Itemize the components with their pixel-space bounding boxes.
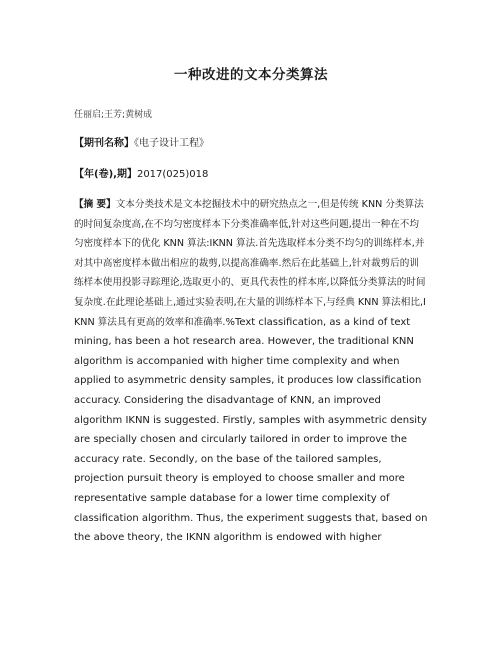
journal-label: 【期刊名称】 [74, 138, 134, 149]
issue-label: 【年(卷),期】 [74, 169, 137, 180]
abstract-text-zh: 文本分类技术是文本挖掘技术中的研究热点之一,但是传统 KNN 分类算法的时间复杂度高,在不均匀密度样本下分类准确率低,针对这些问题,提出一种在不均匀密度样本下的优化 KNN 算法:IKNN 算法.首先选取样本分类不均匀的训练样本,并对其中高密度样本做出相应的裁剪,以提高准确率.然后在此基础上,针对裁剪后的训练样本使用投影寻踪理论,选取更小的、更具代表性的样本库,以降低分类算法的时间复杂度.在此理论基础上,通过实验表明,在大量的训练样本下,与经典 KNN 算法相比,IKNN 算法具有更高的效率和准确率. [74, 199, 426, 328]
journal-row [74, 134, 428, 149]
abstract-text-en: %Text classification, as a kind of text mining, has been a hot research area. However, the traditional KNN algorithm is accompanied with higher time complexity and when applied to asymmetric density samples, it produces low classification accuracy. Considering the disadvantage of KNN, an improved algorithm IKNN is suggested. Firstly, samples with asymmetric density are specially chosen and circularly tailored in order to improve the accuracy rate. Secondly, on the base of the tailored samples, projection pursuit theory is employed to choose smaller and more representative sample database for a lower time complexity of classification algorithm. Thus, the experiment suggests that, based on the above theory, the IKNN algorithm is endowed with higher [74, 316, 428, 544]
journal-name: 《电子设计工程》 [134, 138, 209, 149]
abstract [74, 195, 428, 548]
issue-value: 2017(025)018 [136, 169, 209, 180]
authors: 任丽启;王芳;黄树成 [74, 110, 153, 120]
issue-row [74, 165, 428, 180]
abstract-label: 【摘 要】 [74, 199, 116, 210]
document-title: 一种改进的文本分类算法 [174, 67, 328, 83]
